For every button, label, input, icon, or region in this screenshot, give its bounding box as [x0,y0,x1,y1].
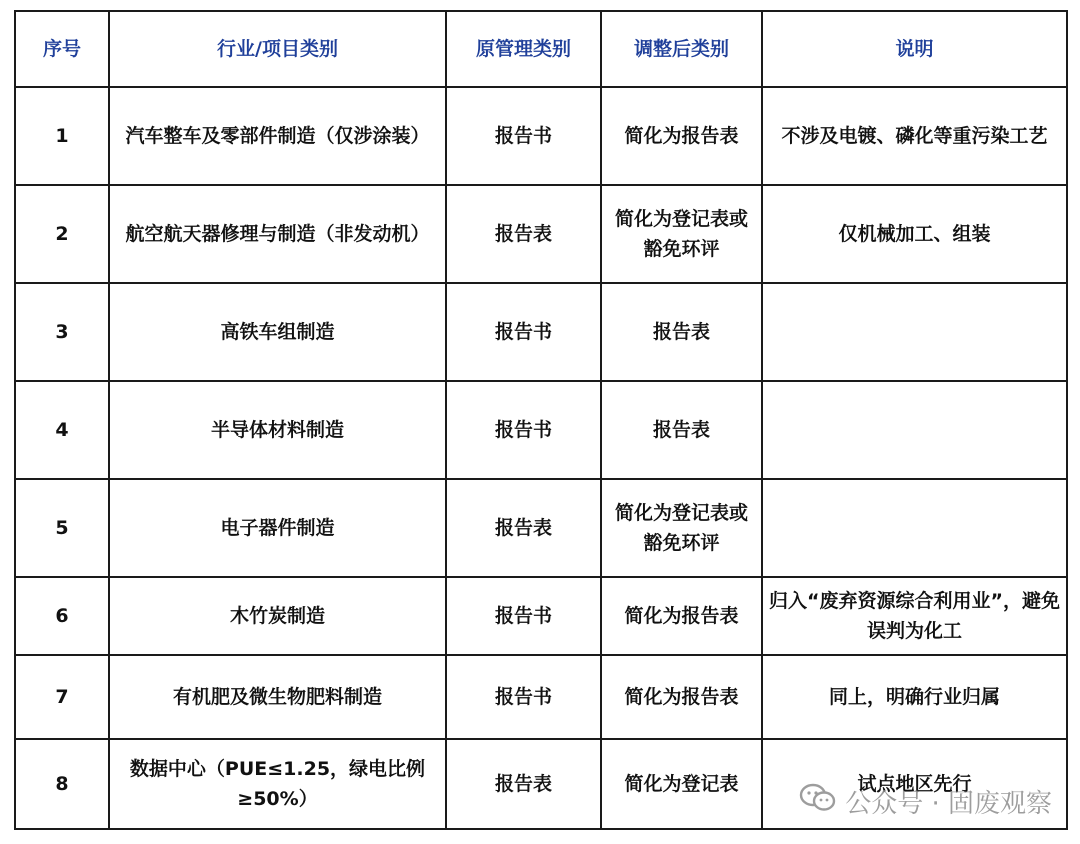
table-row [15,479,1067,577]
row-no: 6 [15,577,109,655]
row-no: 7 [15,655,109,739]
row-no: 8 [15,739,109,829]
row-note [762,381,1067,479]
header-no: 序号 [15,11,109,87]
row-adjusted: 报告表 [601,283,762,381]
row-industry: 有机肥及微生物肥料制造 [109,655,446,739]
row-industry: 数据中心（PUE≤1.25，绿电比例≥50%） [109,739,446,829]
row-original: 报告书 [446,283,601,381]
row-no: 1 [15,87,109,185]
row-industry: 高铁车组制造 [109,283,446,381]
row-industry: 木竹炭制造 [109,577,446,655]
row-note [762,479,1067,577]
row-note: 不涉及电镀、磷化等重污染工艺 [762,87,1067,185]
row-adjusted: 简化为报告表 [601,577,762,655]
header-adjusted-category: 调整后类别 [601,11,762,87]
row-industry: 航空航天器修理与制造（非发动机） [109,185,446,283]
row-adjusted: 简化为报告表 [601,655,762,739]
row-original: 报告表 [446,739,601,829]
row-industry: 半导体材料制造 [109,381,446,479]
watermark-text: 公众号 · 固废观察 [845,789,1052,819]
wechat-icon [799,782,837,821]
row-note: 同上，明确行业归属 [762,655,1067,739]
row-adjusted: 报告表 [601,381,762,479]
row-industry: 汽车整车及零部件制造（仅涉涂装） [109,87,446,185]
row-note: 仅机械加工、组装 [762,185,1067,283]
row-original: 报告书 [446,577,601,655]
watermark [799,782,1052,821]
row-industry: 电子器件制造 [109,479,446,577]
policy-table [14,10,1068,830]
table-row [15,283,1067,381]
row-note: 试点地区先行 [762,739,1067,829]
row-no: 2 [15,185,109,283]
row-note [762,283,1067,381]
row-adjusted: 简化为登记表或豁免环评 [601,185,762,283]
row-note: 归入“废弃资源综合利用业”，避免误判为化工 [762,577,1067,655]
table-row [15,87,1067,185]
table-row [15,185,1067,283]
table-row [15,655,1067,739]
row-no: 4 [15,381,109,479]
table-row [15,381,1067,479]
row-original: 报告书 [446,655,601,739]
row-original: 报告表 [446,479,601,577]
row-no: 3 [15,283,109,381]
row-no: 5 [15,479,109,577]
row-adjusted: 简化为登记表或豁免环评 [601,479,762,577]
header-industry: 行业/项目类别 [109,11,446,87]
row-original: 报告书 [446,87,601,185]
table-row [15,577,1067,655]
table-header-row [15,11,1067,87]
header-note: 说明 [762,11,1067,87]
row-original: 报告表 [446,185,601,283]
row-original: 报告书 [446,381,601,479]
header-original-category: 原管理类别 [446,11,601,87]
row-adjusted: 简化为登记表 [601,739,762,829]
row-adjusted: 简化为报告表 [601,87,762,185]
